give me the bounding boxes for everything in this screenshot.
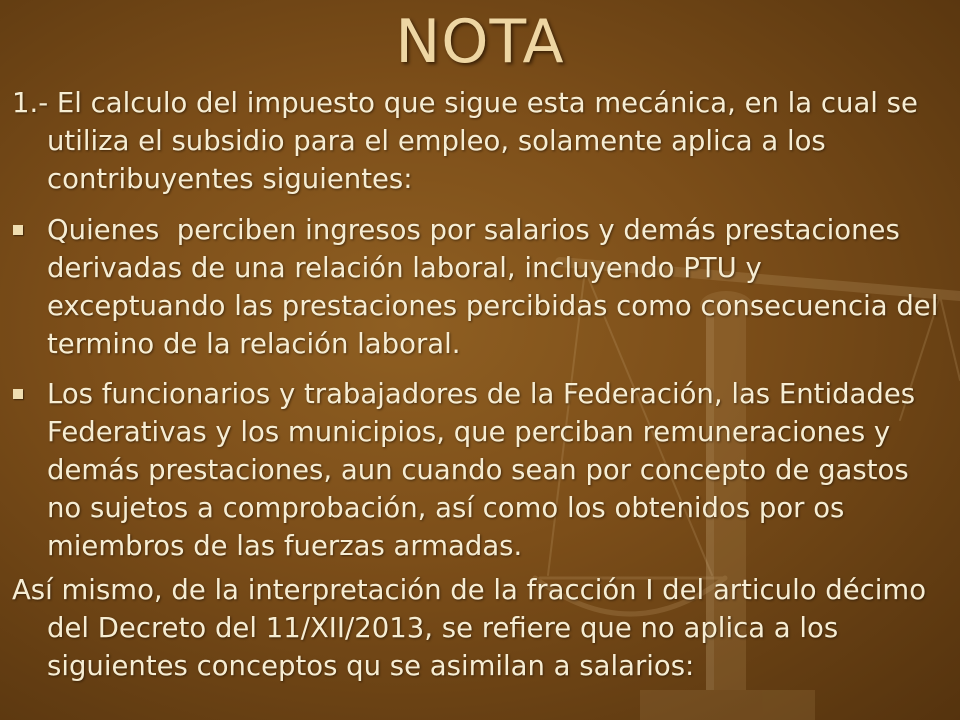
slide-title: NOTA [395, 7, 565, 77]
closing-line: Así mismo, de la interpretación de la fracción I del articulo décimo [12, 574, 927, 606]
bullet-line: derivadas de una relación laboral, incluyendo PTU y [47, 252, 762, 284]
closing-line: del Decreto del 11/XII/2013, se refiere que no aplica a los [47, 612, 839, 644]
intro-line: 1.- El calculo del impuesto que sigue esta mecánica, en la cual se [12, 87, 918, 119]
square-bullet-icon [13, 389, 23, 399]
bullet-line: demás prestaciones, aun cuando sean por concepto de gastos [47, 454, 909, 486]
intro-line: utiliza el subsidio para el empleo, solamente aplica a los [47, 125, 826, 157]
bullet-line: termino de la relación laboral. [47, 328, 461, 360]
bullet-item [12, 375, 952, 565]
bullet-line: exceptuando las prestaciones percibidas como consecuencia del [47, 290, 939, 322]
bullet-line: Federativas y los municipios, que perciban remuneraciones y [47, 416, 891, 448]
bullet-item [12, 211, 952, 363]
closing-line: siguientes conceptos qu se asimilan a salarios: [47, 650, 695, 682]
square-bullet-icon [13, 225, 23, 235]
bullet-line: no sujetos a comprobación, así como los obtenidos por os [47, 492, 845, 524]
closing-paragraph [12, 571, 952, 685]
intro-paragraph [12, 84, 952, 198]
bullet-line: Quienes perciben ingresos por salarios y demás prestaciones [47, 214, 900, 246]
bullet-line: Los funcionarios y trabajadores de la Federación, las Entidades [47, 378, 916, 410]
intro-line: contribuyentes siguientes: [47, 163, 413, 195]
bullet-line: miembros de las fuerzas armadas. [47, 530, 523, 562]
slide-body [12, 84, 952, 685]
